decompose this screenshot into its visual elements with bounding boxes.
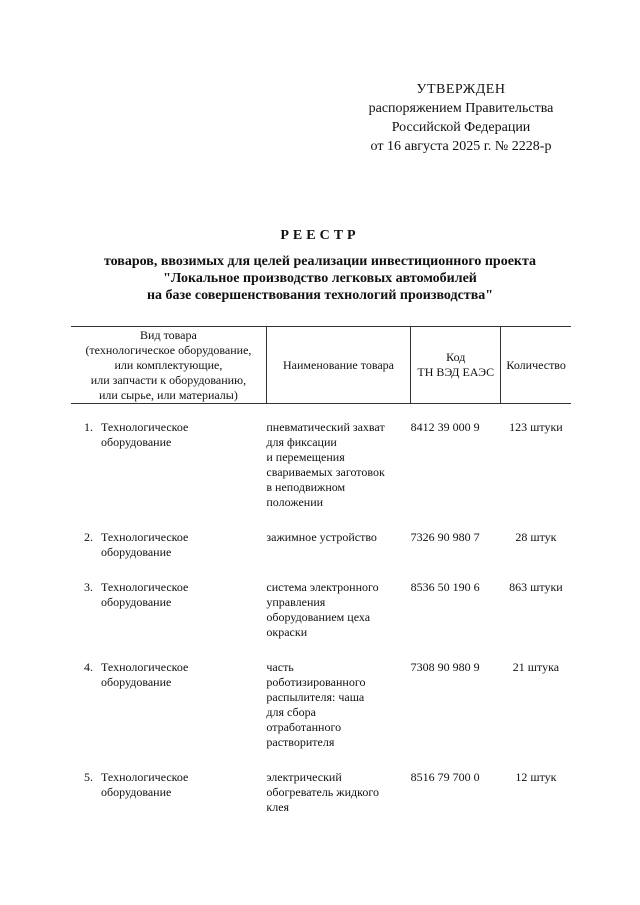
- subtitle-line: "Локальное производство легковых автомобилей: [163, 271, 477, 286]
- approval-line: распоряжением Правительства: [368, 101, 554, 116]
- goods-type-cell: Технологическое оборудование: [101, 580, 189, 609]
- document-title: РЕЕСТР: [280, 228, 360, 243]
- goods-name-cell: зажимное устройство: [266, 530, 377, 544]
- approval-line: Российской Федерации: [391, 120, 531, 135]
- goods-name-cell: часть роботизированного распылителя: чаша для сбора отработанного растворителя: [266, 660, 366, 749]
- goods-type-cell: Технологическое оборудование: [101, 530, 189, 559]
- header-tnved-code: Код ТН ВЭД ЕАЭС: [411, 327, 501, 404]
- subtitle-line: товаров, ввозимых для целей реализации инвестиционного проекта: [103, 254, 537, 269]
- table-row: [71, 530, 571, 580]
- table-row: [71, 770, 571, 835]
- row-number: 2.: [84, 530, 94, 544]
- header-goods-type: Вид товара (технологическое оборудование, или комплектующие, или запчасти к оборудованию, или сырье, или материалы): [71, 327, 266, 404]
- goods-name-cell: система электронного управления оборудованием цеха окраски: [266, 580, 379, 639]
- tnved-code-cell: 7308 90 980 9: [410, 660, 480, 674]
- goods-type-cell: Технологическое оборудование: [101, 420, 189, 449]
- table-row: [71, 580, 571, 660]
- document-subtitle: [60, 253, 580, 304]
- table-row: [71, 660, 571, 770]
- goods-type-cell: Технологическое оборудование: [101, 660, 189, 689]
- table-header-row: [71, 327, 571, 404]
- subtitle-line: на базе совершенствования технологий производства": [146, 288, 494, 303]
- header-goods-name: Наименование товара: [266, 327, 410, 404]
- quantity-cell: 863 штуки: [509, 580, 563, 594]
- quantity-cell: 28 штук: [515, 530, 557, 544]
- goods-type-cell: Технологическое оборудование: [101, 770, 189, 799]
- tnved-code-cell: 8412 39 000 9: [410, 420, 480, 434]
- row-number: 3.: [84, 580, 94, 594]
- approval-stamp: [330, 80, 592, 156]
- registry-table: [71, 326, 571, 835]
- quantity-cell: 12 штук: [515, 770, 557, 784]
- quantity-cell: 123 штуки: [509, 420, 563, 434]
- table-row: [71, 420, 571, 530]
- quantity-cell: 21 штука: [512, 660, 560, 674]
- approval-date: от 16 августа 2025 г. № 2228-р: [370, 139, 552, 154]
- tnved-code-cell: 8516 79 700 0: [410, 770, 480, 784]
- goods-name-cell: пневматический захват для фиксации и перемещения свариваемых заготовок в неподвижном положении: [266, 420, 385, 509]
- tnved-code-cell: 8536 50 190 6: [410, 580, 480, 594]
- approval-title: УТВЕРЖДЕН: [416, 82, 506, 97]
- row-number: 4.: [84, 660, 94, 674]
- row-number: 5.: [84, 770, 94, 784]
- header-quantity: Количество: [501, 327, 571, 404]
- goods-name-cell: электрический обогреватель жидкого клея: [266, 770, 379, 814]
- row-number: 1.: [84, 420, 94, 434]
- tnved-code-cell: 7326 90 980 7: [410, 530, 480, 544]
